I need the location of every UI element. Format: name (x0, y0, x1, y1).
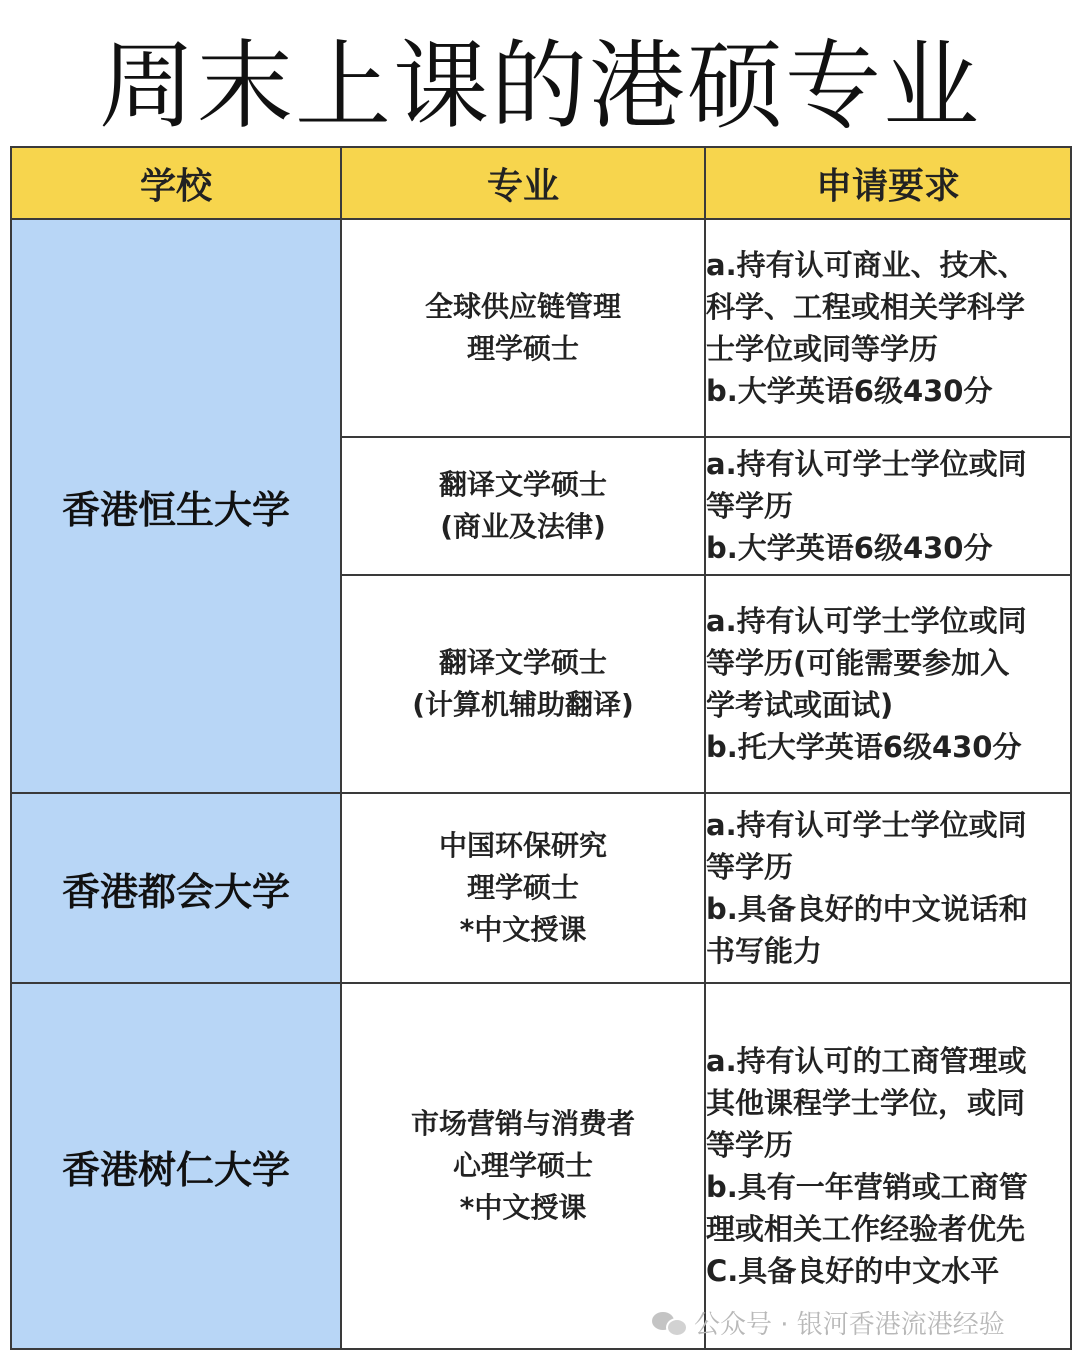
major-line: (商业及法律) (440, 510, 606, 543)
req-line: 理或相关工作经验者优先 (706, 1212, 1026, 1246)
school-name: 香港都会大学 (11, 793, 341, 983)
header-requirements: 申请要求 (705, 147, 1071, 219)
req-line: a.持有认可商业、技术、 (706, 248, 1027, 282)
table-row (11, 983, 1071, 1349)
req-line: 士学位或同等学历 (706, 332, 939, 366)
requirements-cell (705, 983, 1071, 1349)
header-major: 专业 (341, 147, 705, 219)
req-line: b.大学英语6级430分 (706, 374, 993, 408)
req-line: a.持有认可学士学位或同 (706, 808, 1027, 842)
table-row (11, 219, 1071, 437)
requirements-cell (705, 219, 1071, 437)
major-line: 心理学硕士 (452, 1149, 593, 1182)
table-row (11, 793, 1071, 983)
req-line: a.持有认可学士学位或同 (706, 604, 1027, 638)
req-line: a.持有认可学士学位或同 (706, 447, 1027, 481)
major-line: 中国环保研究 (438, 829, 607, 862)
req-line: b.具备良好的中文说话和 (706, 892, 1028, 926)
major-cell (341, 793, 705, 983)
major-line: 市场营销与消费者 (410, 1107, 635, 1140)
major-line: (计算机辅助翻译) (412, 688, 634, 721)
req-line: 等学历 (706, 489, 794, 523)
major-cell (341, 983, 705, 1349)
table-header-row (11, 147, 1071, 219)
major-cell (341, 437, 705, 575)
major-line: 翻译文学硕士 (438, 468, 607, 501)
page-title: 周末上课的港硕专业 (99, 29, 981, 142)
major-cell (341, 575, 705, 793)
program-table (10, 146, 1072, 1350)
requirements-cell (705, 575, 1071, 793)
major-line: 翻译文学硕士 (438, 646, 607, 679)
req-line: 其他课程学士学位，或同 (706, 1086, 1026, 1120)
req-line: 书写能力 (706, 934, 823, 968)
major-cell (341, 219, 705, 437)
major-line: 全球供应链管理 (424, 290, 621, 323)
watermark-text: 公众号 · 银河香港流港经验 (694, 1310, 1005, 1340)
req-line: 等学历 (706, 1128, 794, 1162)
req-line: b.大学英语6级430分 (706, 531, 993, 565)
req-line: b.具有一年营销或工商管 (706, 1170, 1028, 1204)
school-name: 香港恒生大学 (11, 219, 341, 793)
req-line: a.持有认可的工商管理或 (706, 1044, 1027, 1078)
wechat-icon (652, 1310, 686, 1336)
watermark (652, 1304, 1005, 1341)
header-school: 学校 (11, 147, 341, 219)
req-line: 等学历(可能需要参加入 (706, 646, 1010, 680)
requirements-cell (705, 437, 1071, 575)
req-line: 学考试或面试) (706, 688, 894, 722)
major-line: 理学硕士 (466, 871, 579, 904)
major-line: *中文授课 (459, 1191, 587, 1224)
major-line: 理学硕士 (466, 332, 579, 365)
major-line: *中文授课 (459, 913, 587, 946)
req-line: 等学历 (706, 850, 794, 884)
req-line: b.托大学英语6级430分 (706, 730, 1022, 764)
req-line: 科学、工程或相关学科学 (706, 290, 1026, 324)
req-line: C.具备良好的中文水平 (706, 1254, 1000, 1288)
school-name: 香港树仁大学 (11, 983, 341, 1349)
requirements-cell (705, 793, 1071, 983)
